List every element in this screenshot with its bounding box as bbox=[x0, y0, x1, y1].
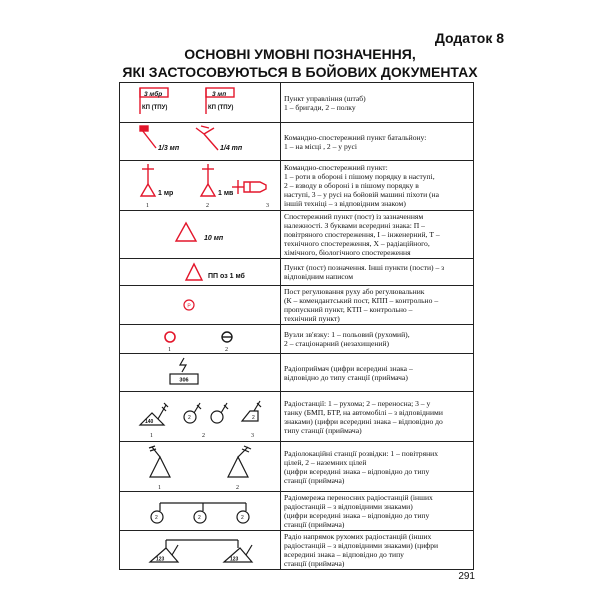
symbol-cell bbox=[120, 392, 281, 442]
description-line: повітряного спостереження, І – інженерний, Т – bbox=[284, 230, 440, 239]
description-line: (цифри всередині знака – відповідно до типу bbox=[284, 466, 430, 476]
label-kp-1: КП (ТПУ) bbox=[142, 104, 168, 111]
description-line: 1 – роти в обороні і пішому порядку в наступі, bbox=[284, 172, 435, 181]
description-cell bbox=[281, 123, 474, 161]
table-row bbox=[120, 442, 474, 492]
symbol-cell bbox=[120, 123, 281, 161]
description-cell bbox=[281, 442, 474, 492]
symbol-cell bbox=[120, 259, 281, 286]
table-row bbox=[120, 492, 474, 531]
battalion-observation-post-symbols bbox=[120, 124, 280, 160]
description-line: радіостанцій – з відповідними знаками) (цифри bbox=[284, 541, 439, 550]
table-row bbox=[120, 325, 474, 354]
description-line: Пункт управління (штаб) bbox=[284, 93, 366, 103]
description-cell bbox=[281, 354, 474, 392]
description-line: відповідним написом bbox=[284, 272, 354, 281]
description-line: відповідно до типу станції (приймача) bbox=[284, 372, 408, 382]
description-cell bbox=[281, 531, 474, 570]
description-cell bbox=[281, 492, 474, 531]
number-1: 1 bbox=[150, 432, 153, 439]
surveillance-post-symbol bbox=[120, 213, 280, 257]
description-cell bbox=[281, 161, 474, 211]
description-line: іншій техніці – з відповідним знаком) bbox=[284, 199, 406, 208]
page-title-line-2: ЯКІ ЗАСТОСОВУЮТЬСЯ В БОЙОВИХ ДОКУМЕНТАХ bbox=[122, 64, 478, 80]
table-row bbox=[120, 286, 474, 325]
description-line: 2 – стаціонарний (незахищений) bbox=[284, 339, 390, 348]
label-1-4-tp: 1/4 тп bbox=[220, 144, 243, 152]
appendix-label: Додаток 8 bbox=[434, 30, 504, 46]
table-row bbox=[120, 354, 474, 392]
number-1: 1 bbox=[158, 484, 161, 491]
label-3-mp: 3 мп bbox=[212, 90, 227, 98]
description-line: Командно-спостережний пункт: bbox=[284, 163, 388, 172]
description-line: всередині знака – відповідно до типу bbox=[284, 550, 404, 559]
description-line: 1 – бригади, 2 – полку bbox=[284, 102, 356, 112]
description-line: Пункт (пост) позначення. Інші пункти (пости) – з bbox=[284, 263, 445, 272]
description-line: (цифри всередині знака – відповідно до типу bbox=[284, 511, 430, 520]
marking-post-symbol bbox=[120, 260, 280, 285]
symbol-cell bbox=[120, 286, 281, 325]
radar-station-symbols bbox=[120, 443, 280, 491]
description-line: станції (приймача) bbox=[284, 475, 345, 485]
number-3: 3 bbox=[251, 432, 254, 439]
symbol-cell bbox=[120, 83, 281, 123]
description-line: наступі, 3 – у русі на бойовій машині піхоти (на bbox=[284, 190, 439, 199]
radio-network-symbol bbox=[120, 493, 280, 529]
radio-direction-symbol bbox=[120, 532, 280, 568]
label-1-mr: 1 мр bbox=[158, 189, 174, 197]
description-cell bbox=[281, 325, 474, 354]
station-number: 2 bbox=[188, 414, 191, 421]
description-line: танку (БМП, БТР, на автомобілі – з відповідними bbox=[284, 407, 443, 417]
table-row bbox=[120, 259, 474, 286]
symbols-table bbox=[119, 82, 474, 570]
table-row bbox=[120, 531, 474, 570]
description-line: Радіоприймач (цифри всередині знака – bbox=[284, 363, 413, 373]
symbol-cell bbox=[120, 161, 281, 211]
symbol-cell bbox=[120, 442, 281, 492]
label-10-mp: 10 мп bbox=[204, 234, 224, 242]
description-line: (К – комендантський пост, КПП – контрольно – bbox=[284, 296, 439, 305]
station-number-123: 123 bbox=[230, 556, 239, 563]
number-1: 1 bbox=[168, 346, 171, 353]
label-1-mv: 1 мв bbox=[218, 189, 234, 197]
table-row bbox=[120, 392, 474, 442]
description-line: станції (приймача) bbox=[284, 559, 345, 568]
description-line: 2 – взводу в обороні і в пішому порядку в bbox=[284, 181, 419, 190]
description-line: пропускний пункт, КТП – контрольно – bbox=[284, 305, 413, 314]
description-line: належності. З буквами всередині знака: П – bbox=[284, 221, 425, 230]
description-cell bbox=[281, 211, 474, 259]
symbol-cell bbox=[120, 531, 281, 570]
description-line: Вузли зв'язку: 1 – польовий (рухомий), bbox=[284, 330, 410, 339]
station-number: 2 bbox=[198, 515, 201, 521]
description-cell bbox=[281, 83, 474, 123]
description-cell bbox=[281, 286, 474, 325]
description-cell bbox=[281, 392, 474, 442]
table-row bbox=[120, 211, 474, 259]
command-post-symbols bbox=[120, 84, 280, 122]
table-row bbox=[120, 123, 474, 161]
traffic-control-post-symbol bbox=[120, 287, 280, 323]
page-number: 291 bbox=[458, 571, 475, 582]
description-line: Радіолокаційні станції розвідки: 1 – повітряних bbox=[284, 448, 438, 458]
number-2: 2 bbox=[206, 202, 209, 209]
description-line: цілей, 2 – наземних цілей bbox=[284, 457, 367, 467]
number-1: 1 bbox=[146, 202, 149, 209]
description-line: хімічного, біологічного спостереження bbox=[284, 248, 411, 257]
receiver-number: 306 bbox=[179, 377, 189, 383]
symbol-cell bbox=[120, 325, 281, 354]
traffic-post-letter: Р bbox=[187, 303, 191, 310]
radio-receiver-symbol bbox=[120, 355, 280, 391]
description-line: знаками) (цифри всередині знака – відповідно до bbox=[284, 416, 443, 426]
station-number: 2 bbox=[252, 414, 255, 421]
number-2: 2 bbox=[202, 432, 205, 439]
label-3-mbr: 3 мбр bbox=[144, 90, 163, 98]
description-line: Радіомережа переносних радіостанцій (інших bbox=[284, 493, 433, 502]
station-number: 2 bbox=[155, 515, 158, 521]
description-line: технічний пункт) bbox=[284, 314, 340, 323]
description-line: Радіо напрямок рухомих радіостанцій (інших bbox=[284, 532, 432, 541]
description-line: 1 – на місці , 2 – у русі bbox=[284, 141, 357, 151]
number-2: 2 bbox=[236, 484, 239, 491]
number-3: 3 bbox=[266, 202, 269, 209]
table-row bbox=[120, 83, 474, 123]
radio-station-symbols bbox=[120, 393, 280, 441]
label-kp-2: КП (ТПУ) bbox=[208, 104, 234, 111]
table-row bbox=[120, 161, 474, 211]
communication-node-symbols bbox=[120, 326, 280, 353]
description-line: технічного спостереження, Х – радіаційного, bbox=[284, 239, 430, 248]
station-number-123: 123 bbox=[156, 556, 165, 563]
symbol-cell bbox=[120, 211, 281, 259]
description-line: Спостережний пункт (пост) із зазначенням bbox=[284, 212, 424, 221]
symbol-cell bbox=[120, 492, 281, 531]
station-number: 2 bbox=[241, 515, 244, 521]
description-line: станції (приймача) bbox=[284, 520, 345, 529]
number-2: 2 bbox=[225, 346, 228, 353]
label-pp-oz-1-mb: ПП оз 1 мб bbox=[208, 272, 245, 280]
description-line: Радіостанції: 1 – рухома; 2 – переносна; 3 – у bbox=[284, 398, 431, 408]
page-title-line-1: ОСНОВНІ УМОВНІ ПОЗНАЧЕННЯ, bbox=[184, 46, 416, 62]
description-cell bbox=[281, 259, 474, 286]
description-line: радіостанцій – з відповідними знаками) bbox=[284, 502, 413, 511]
observation-post-symbols bbox=[120, 162, 280, 210]
station-number-140: 140 bbox=[145, 418, 154, 425]
description-line: типу станції (приймача) bbox=[284, 425, 362, 435]
label-1-3-mp: 1/3 мп bbox=[158, 144, 180, 152]
symbol-cell bbox=[120, 354, 281, 392]
description-line: Командно-спостережний пункт батальйону: bbox=[284, 132, 427, 142]
description-line: Пост регулювання руху або регулювальник bbox=[284, 287, 425, 296]
